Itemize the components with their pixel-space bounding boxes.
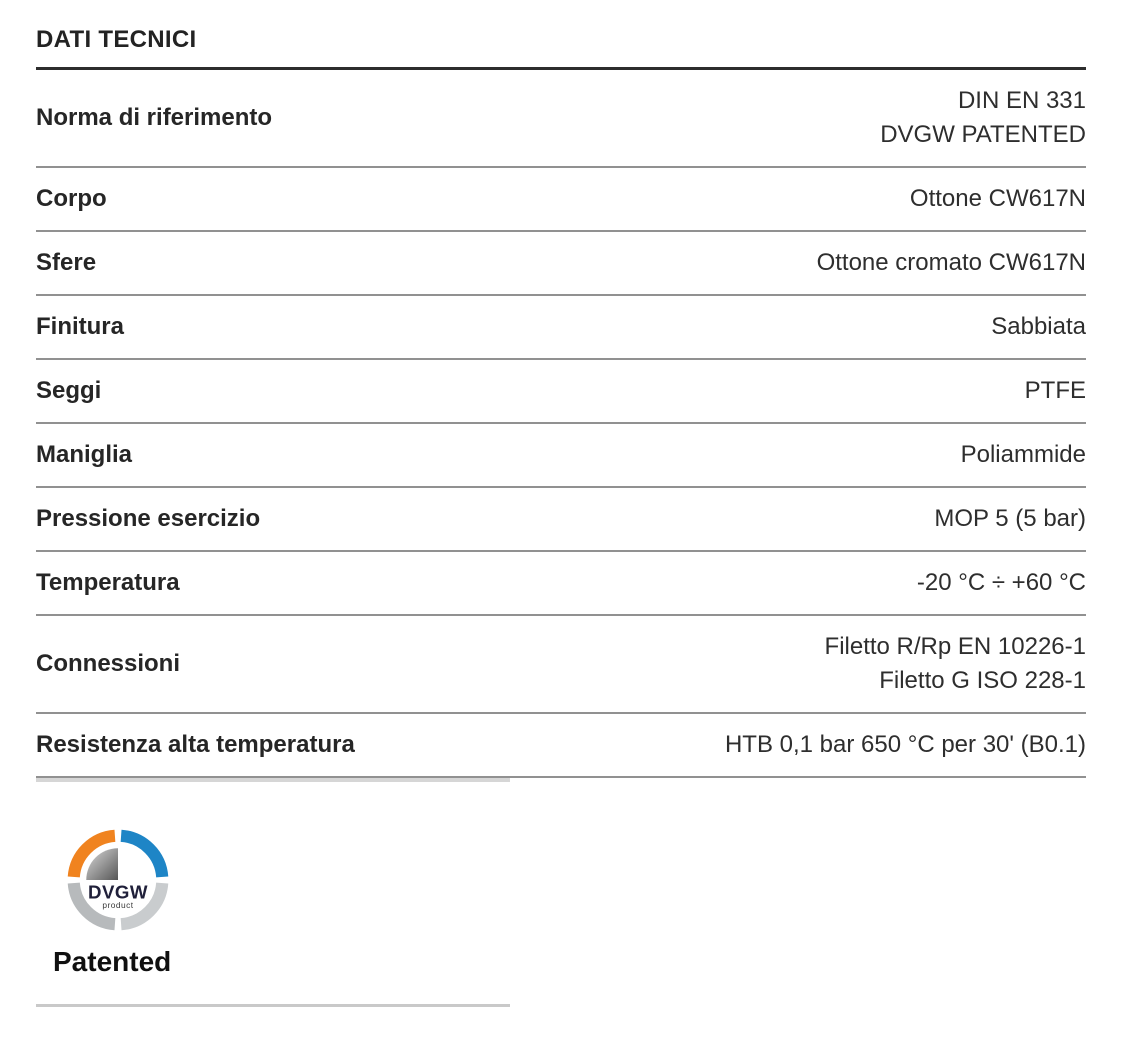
spec-row-maniglia: [36, 424, 1086, 488]
spec-row-pressione: [36, 488, 1086, 552]
spec-row-corpo: [36, 168, 1086, 232]
spec-value: -20 °C ÷ +60 °C: [916, 569, 1086, 596]
spec-row-temperatura: [36, 552, 1086, 616]
spec-value: [825, 630, 1086, 698]
spec-label: Seggi: [36, 377, 102, 404]
spec-row-norma: [36, 70, 1086, 168]
spec-value: Ottone CW617N: [909, 185, 1086, 212]
spec-row-finitura: [36, 296, 1086, 360]
spec-row-seggi: [36, 360, 1086, 424]
spec-label: Resistenza alta temperatura: [36, 731, 355, 758]
dvgw-badge-subtext: product: [102, 900, 134, 910]
patented-label: Patented: [53, 946, 172, 977]
section-title: DATI TECNICI: [36, 26, 1086, 70]
certification-section: [36, 778, 510, 1007]
spec-value-line: Filetto G ISO 228-1: [879, 667, 1086, 694]
spec-label: Norma di riferimento: [36, 104, 273, 131]
spec-value-line: DVGW PATENTED: [880, 121, 1086, 148]
spec-label: Sfere: [36, 249, 97, 276]
spec-row-connessioni: [36, 616, 1086, 714]
spec-value: MOP 5 (5 bar): [934, 505, 1086, 532]
dvgw-badge-text: DVGW: [88, 881, 148, 903]
spec-label: Pressione esercizio: [36, 505, 261, 532]
dvgw-product-logo: [62, 824, 174, 936]
spec-value-line: DIN EN 331: [957, 87, 1086, 114]
spec-label: Connessioni: [36, 650, 181, 677]
spec-value: HTB 0,1 bar 650 °C per 30' (B0.1): [724, 731, 1086, 758]
spec-label: Maniglia: [36, 441, 133, 468]
spec-value-line: Filetto R/Rp EN 10226-1: [824, 633, 1086, 660]
spec-value: Poliammide: [960, 441, 1086, 468]
spec-value: PTFE: [1024, 377, 1086, 404]
ring-arc-blue: [121, 836, 162, 877]
spec-value: Ottone cromato CW617N: [816, 249, 1086, 276]
spec-label: Temperatura: [36, 569, 180, 596]
spec-value: Sabbiata: [991, 313, 1086, 340]
spec-label: Finitura: [36, 313, 124, 340]
quarter-disc: [86, 848, 118, 880]
spec-row-resistenza: [36, 714, 1086, 778]
spec-row-sfere: [36, 232, 1086, 296]
spec-label: Corpo: [36, 185, 107, 212]
spec-value: [880, 84, 1086, 152]
